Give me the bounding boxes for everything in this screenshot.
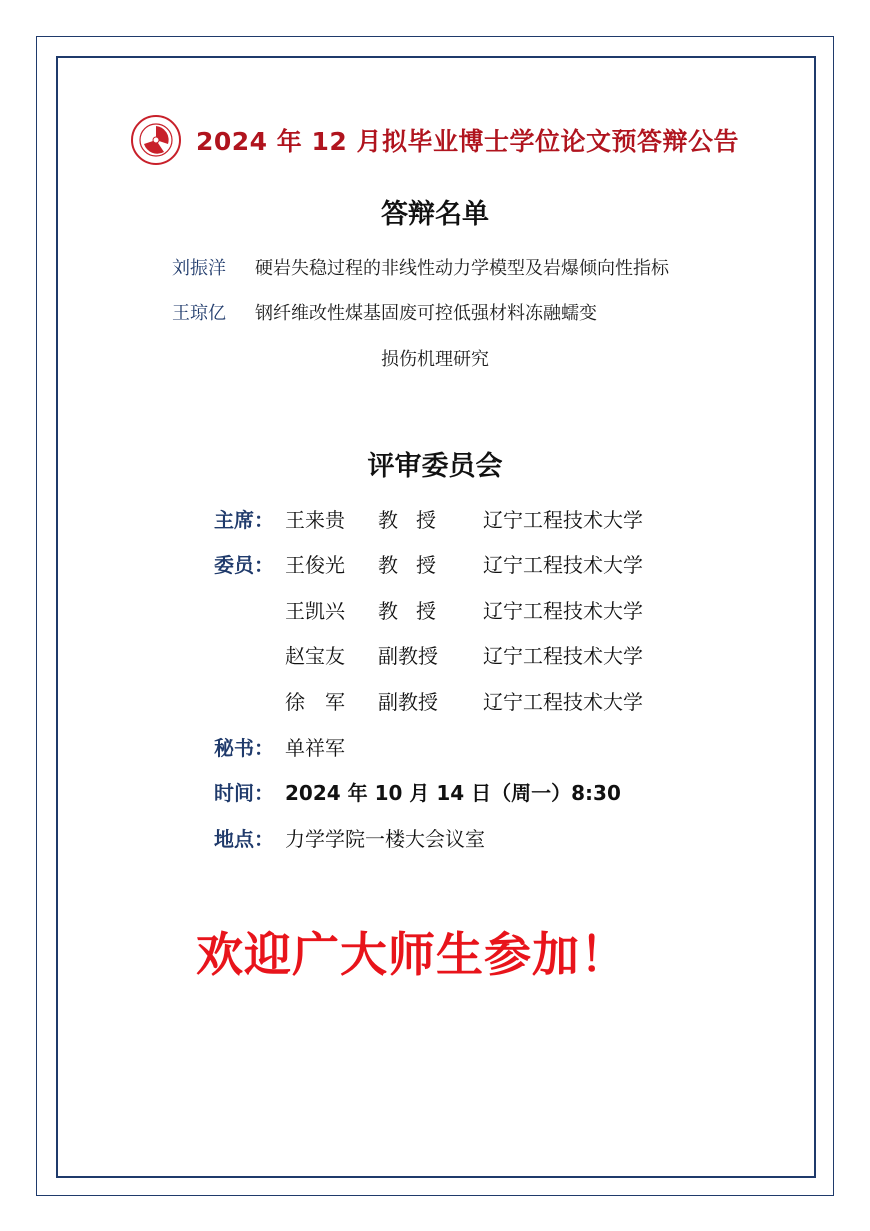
member-rank: 副教授: [378, 644, 438, 668]
member-label: 委员：: [214, 553, 274, 577]
university-logo: [130, 114, 182, 166]
welcome-message: 欢迎广大师生参加！: [196, 928, 628, 983]
candidate-name: 王琼亿: [172, 303, 226, 324]
member-rank: 副教授: [378, 690, 438, 714]
thesis-title: 硬岩失稳过程的非线性动力学模型及岩爆倾向性指标: [255, 258, 669, 279]
page-title: 2024 年 12 月拟毕业博士学位论文预答辩公告: [196, 127, 739, 156]
chair-label: 主席：: [214, 508, 274, 532]
member-rank: 教授: [378, 553, 454, 577]
member-unit: 辽宁工程技术大学: [483, 553, 643, 577]
secretary-name: 单祥军: [285, 736, 345, 760]
defense-list-heading: 答辩名单: [381, 199, 489, 230]
member-unit: 辽宁工程技术大学: [483, 599, 643, 623]
defense-time: 2024 年 10 月 14 日（周一）8:30: [285, 781, 621, 805]
member-name: 王凯兴: [285, 599, 345, 623]
time-label: 时间：: [214, 781, 274, 805]
secretary-label: 秘书：: [214, 736, 274, 760]
member-name: 王来贵: [285, 508, 345, 532]
member-name: 赵宝友: [285, 644, 345, 668]
member-unit: 辽宁工程技术大学: [483, 690, 643, 714]
member-rank: 教授: [378, 508, 454, 532]
committee-heading: 评审委员会: [367, 451, 503, 482]
place-label: 地点：: [214, 827, 274, 851]
thesis-title: 钢纤维改性煤基固废可控低强材料冻融蠕变: [255, 303, 597, 324]
defense-place: 力学学院一楼大会议室: [285, 827, 485, 851]
member-unit: 辽宁工程技术大学: [483, 508, 643, 532]
candidate-name: 刘振洋: [172, 258, 226, 279]
member-unit: 辽宁工程技术大学: [483, 644, 643, 668]
member-name: 徐 军: [285, 690, 345, 714]
member-rank: 教授: [378, 599, 454, 623]
member-name: 王俊光: [285, 553, 345, 577]
thesis-title-continued: 损伤机理研究: [381, 349, 489, 370]
